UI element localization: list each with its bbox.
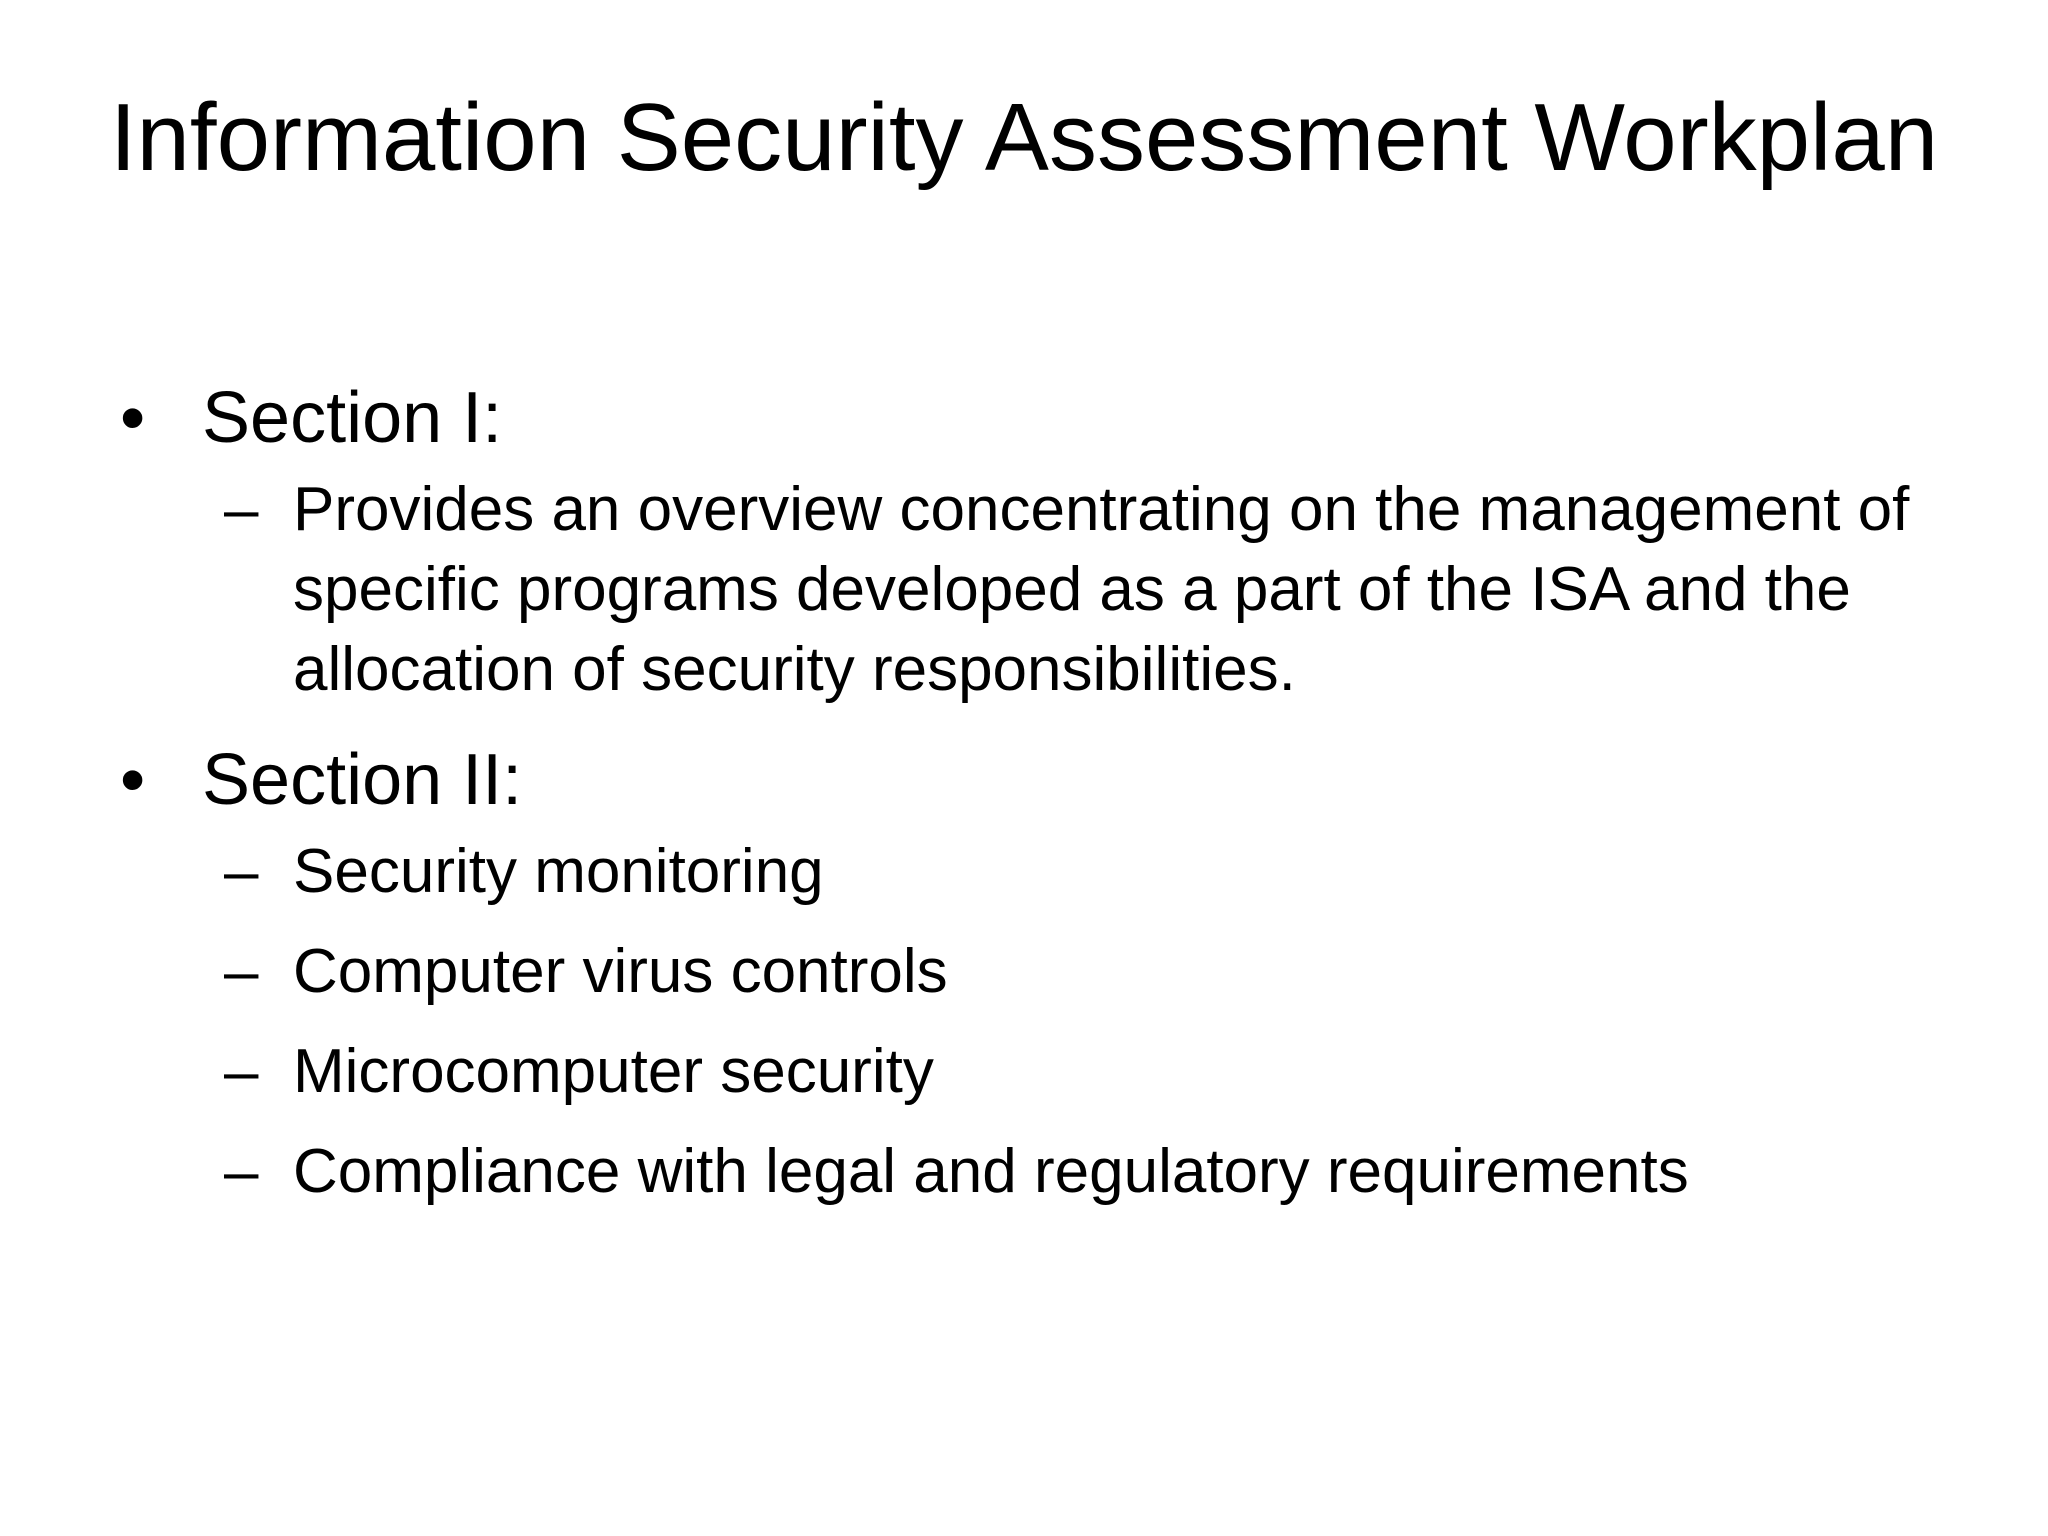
sub-item-text: Compliance with legal and regulatory requirements	[293, 1137, 1689, 1206]
section-heading-label: Section I:	[202, 378, 503, 458]
sub-item-list	[120, 470, 1960, 710]
dash-icon: –	[224, 1037, 259, 1106]
sub-item	[120, 932, 1960, 1012]
dash-icon: –	[224, 937, 259, 1006]
sub-item-list	[120, 832, 1960, 1212]
sub-item	[120, 832, 1960, 912]
dash-icon: –	[224, 1137, 259, 1206]
section-heading	[120, 730, 1960, 830]
sub-item-text: Microcomputer security	[293, 1037, 934, 1106]
dash-icon: –	[224, 475, 259, 544]
dash-icon: –	[224, 837, 259, 906]
sub-item-text: Security monitoring	[293, 837, 824, 906]
slide-title: Information Security Assessment Workplan	[109, 84, 1939, 191]
bullet-icon: •	[120, 378, 146, 458]
sub-item	[120, 470, 1960, 710]
section-heading-label: Section II:	[202, 740, 523, 820]
sub-item	[120, 1032, 1960, 1112]
sub-item-text: Computer virus controls	[293, 937, 948, 1006]
sub-item	[120, 1132, 1960, 1212]
slide-content	[120, 368, 1960, 1232]
section-heading	[120, 368, 1960, 468]
sub-item-text: Provides an overview concentrating on the management of specific programs developed as a part of the ISA and the allocation of security responsibilities.	[293, 475, 1910, 704]
bullet-icon: •	[120, 740, 146, 820]
